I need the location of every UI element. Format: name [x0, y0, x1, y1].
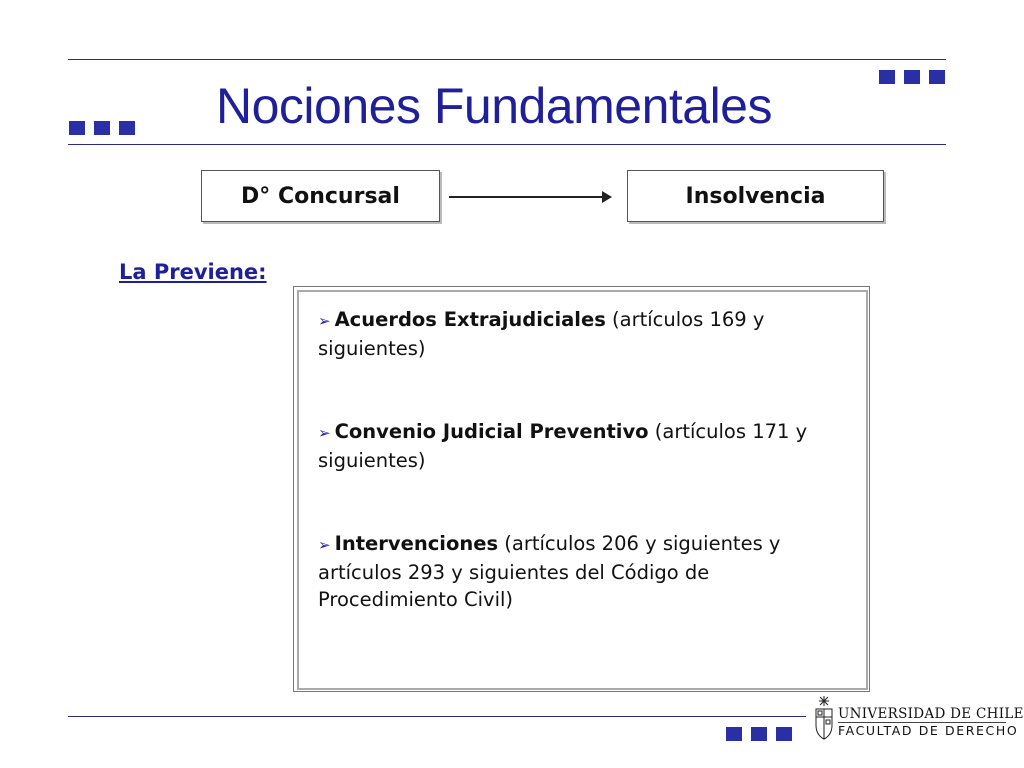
insolvencia-box: [627, 170, 884, 222]
square: [929, 70, 945, 84]
square: [904, 70, 920, 84]
item-detail: (artículos 206 y siguientes y artículos 293 y siguientes del Código de Procedimiento Civil): [318, 532, 781, 611]
square: [776, 727, 792, 741]
top-rule-lower: [68, 144, 946, 145]
insolvencia-label: Insolvencia: [685, 183, 826, 209]
top-rule-upper: [68, 59, 946, 60]
square: [879, 70, 895, 84]
concursal-label: D° Concursal: [241, 183, 400, 209]
arrow-bullet-icon: ➢: [318, 536, 331, 554]
bottom-rule: [68, 716, 806, 717]
logo-line-faculty: FACULTAD DE DERECHO: [838, 723, 1019, 738]
section-label: La Previene:: [119, 260, 267, 284]
logo-line-university: UNIVERSIDAD DE CHILE: [838, 706, 1024, 722]
square: [726, 727, 742, 741]
square: [94, 121, 110, 135]
item-lead: Convenio Judicial Preventivo: [334, 420, 649, 443]
arrow-head-icon: [602, 191, 612, 203]
bullet-list: [318, 306, 838, 669]
list-item: [318, 306, 838, 362]
flow-arrow: [449, 196, 604, 198]
arrow-bullet-icon: ➢: [318, 424, 331, 442]
item-detail: (artículos 169 y siguientes): [318, 308, 765, 360]
list-item: [318, 418, 838, 474]
square: [69, 121, 85, 135]
square: [751, 727, 767, 741]
item-lead: Acuerdos Extrajudiciales: [334, 308, 606, 331]
arrow-bullet-icon: ➢: [318, 312, 331, 330]
item-detail: (artículos 171 y siguientes): [318, 420, 808, 472]
item-lead: Intervenciones: [334, 532, 499, 555]
concursal-box: [201, 170, 440, 222]
square: [119, 121, 135, 135]
slide-title: Nociones Fundamentales: [216, 78, 772, 134]
list-item: [318, 530, 838, 613]
